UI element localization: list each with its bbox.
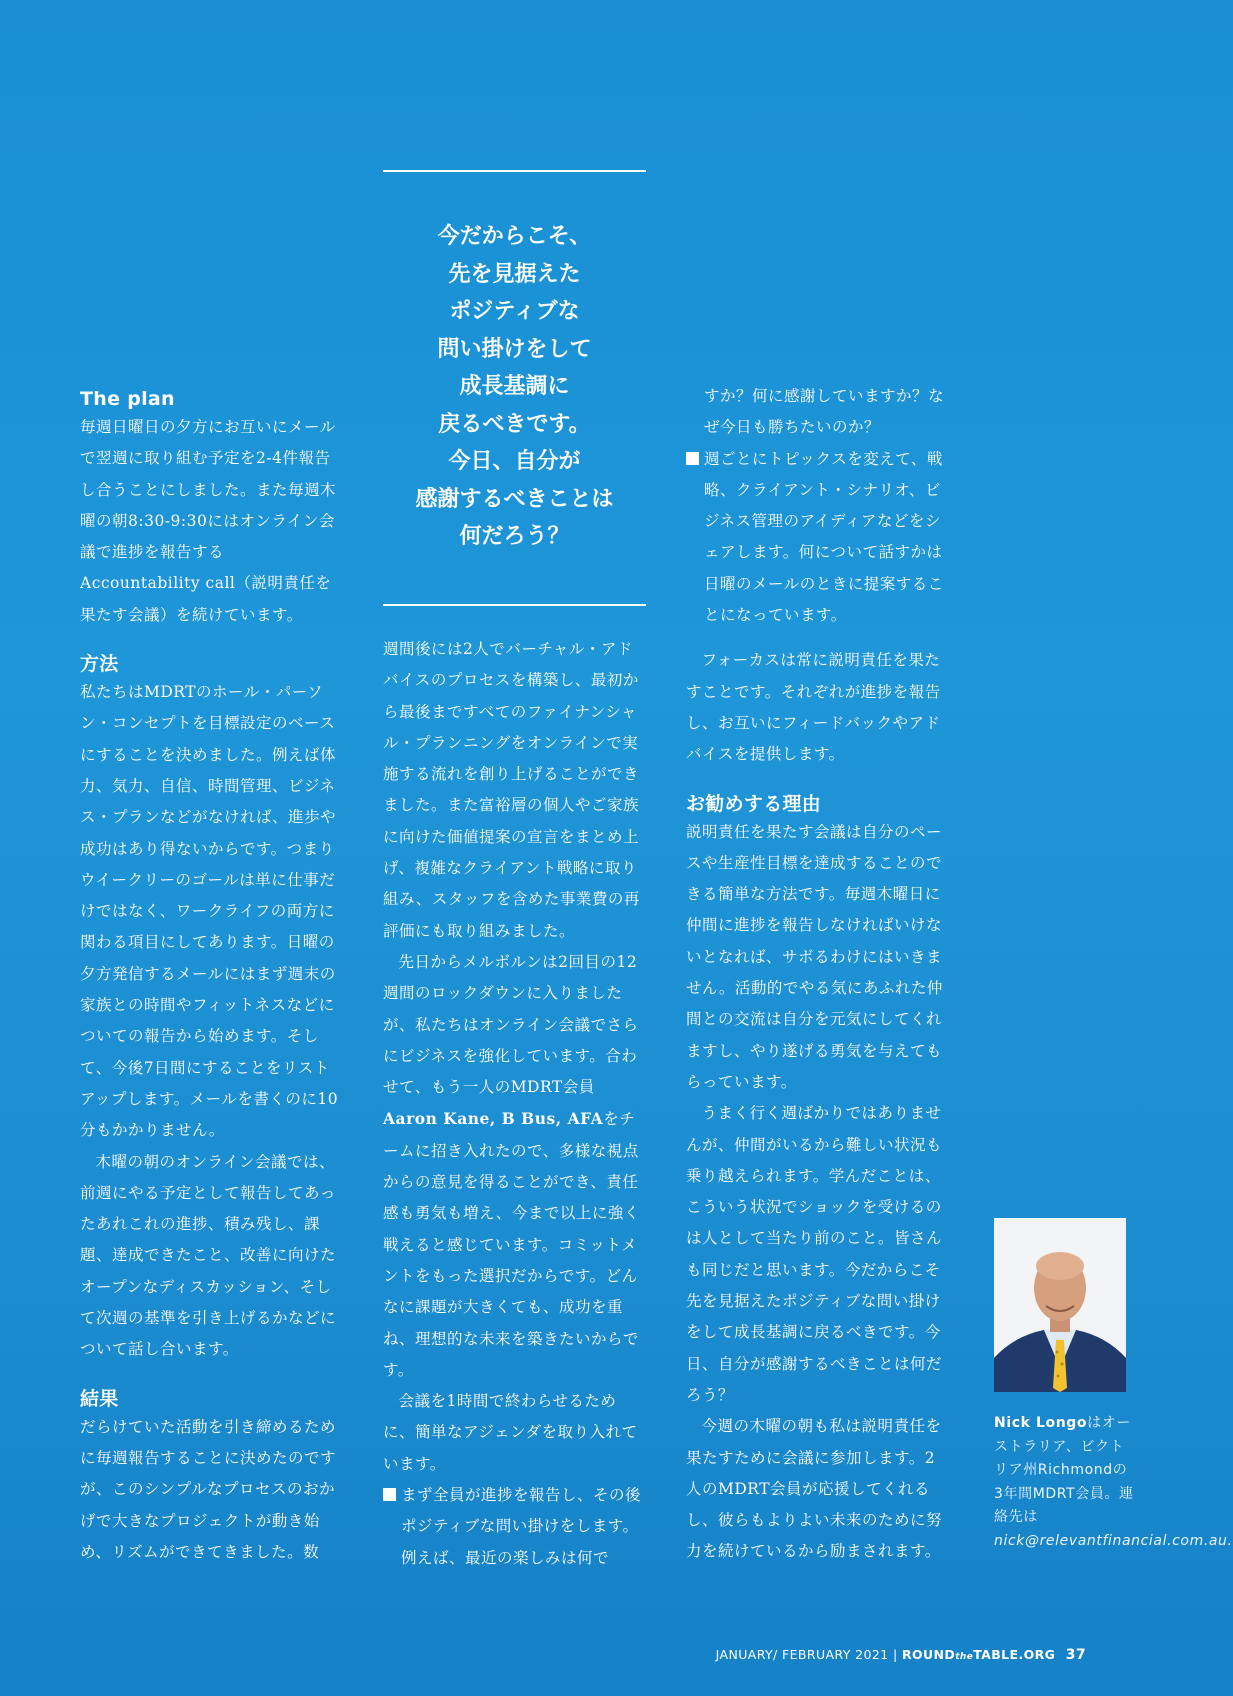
column-left [80, 386, 344, 1568]
quote-line: 今だからこそ、 [437, 224, 592, 249]
paragraph-method-1: 私たちはMDRTのホール・パーソン・コンセプトを目標設定のベースにすることを決めました。例えば体力、気力、自信、時間管理、ビジネス・プランなどがなければ、進歩や成功はあり得ないからです。つまりウイークリーのゴールは単に仕事だけではなく、ワークライフの両方に関わる項目にしてあります。日曜の夕方発信するメールにはまず週末の家族との時間やフィットネスなどについての報告から始めます。そして、今後7日間にすることをリストアップします。メールを書くのに10分もかかりません。 [80, 683, 339, 1140]
quote-line: 先を見据えた [448, 261, 581, 287]
paragraph-plan: 毎週日曜日の夕方にお互いにメールで翌週に取り組む予定を2-4件報告し合うことにしました。また毎週木曜の朝8:30-9:30にはオンライン会議で進捗を報告するAccountability call（説明責任を果たす会議）を続けています。 [80, 418, 337, 624]
bullet-item-1-text: まず全員が進捗を報告し、その後ポジティブな問い掛けをします。例えば、最近の楽しみは何で [401, 1486, 642, 1567]
bullet-item-1 [383, 1480, 647, 1574]
paragraph-reason-2: うまく行く週ばかりではありませんが、仲間がいるから難しい状況も乗り越えられます。学んだことは、こういう状況でショックを受けるのは人として当たり前のこと。皆さんも同じだと思います。今だからこそ先を見据えたポジティブな問い掛けをして成長基調に戻るべきです。今日、自分が感謝するべきことは何だろう？ [686, 1104, 943, 1404]
heading-reason: お勧めする理由 [686, 792, 822, 815]
paragraph-reason-1: 説明責任を果たす会議は自分のペースや生産性目標を達成することのできる簡単な方法です。毎週木曜日に仲間に進捗を報告しなければいけないとなれば、サボるわけにはいきません。活動的でやる気にあふれた仲間との交流は自分を元気にしてくれますし、やり遂げる勇気を与えてもらっています。 [686, 822, 943, 1091]
quote-bottom-rule [383, 604, 646, 606]
bullet-item-1-continued: すか？何に感謝していますか？なぜ今日も勝ちたいのか？ [704, 387, 945, 437]
magazine-brand [902, 1647, 1055, 1662]
paragraph-agenda: 会議を1時間で終わらせるために、簡単なアジェンダを取り入れています。 [383, 1392, 638, 1473]
paragraph-method-2: 木曜の朝のオンライン会議では、前週にやる予定として報告してあったあれこれの進捗、積み残し、課題、達成できたこと、改善に向けたオープンなディスカッション、そして次週の基準を引き上げるかなどについて話し合います。 [80, 1152, 337, 1359]
paragraph-lockdown-text-a: 先日からメルボルンは2回目の12週間のロックダウンに入りましたが、私たちはオンライン会議でさらにビジネスを強化しています。合わせて、もう一人のMDRT会員 [383, 952, 639, 1097]
brand-part-round: ROUND [901, 1647, 956, 1662]
author-description: はオーストラリア、ビクトリア州Richmondの3年間MDRT会員。連絡先は [994, 1415, 1134, 1525]
column-right [686, 381, 950, 1568]
heading-result: 結果 [80, 1387, 119, 1410]
brand-part-the: the [955, 1652, 974, 1662]
quote-line: 戻るべきです。 [438, 411, 591, 437]
heading-the-plan: The plan [80, 388, 175, 410]
quote-line: ポジティブな [449, 299, 580, 324]
page-number: 37 [1065, 1647, 1086, 1663]
bullet-item-2 [686, 444, 950, 632]
paragraph-virtual-advice: 週間後には2人でバーチャル・アドバイスのプロセスを構築し、最初から最後まですべてのファイナンシャル・プランニングをオンラインで実施する流れを創り上げることができました。また富裕層の個人やご家族に向けた価値提案の宣言をまとめ上げ、複雑なクライアント戦略に取り組み、スタッフを含めた事業費の再評価にも取り組みました。 [383, 640, 640, 940]
author-name: Nick Longo [994, 1415, 1088, 1431]
quote-line: 感謝するべきことは [415, 486, 614, 512]
pull-quote [383, 218, 646, 556]
bullet-square-icon [686, 452, 699, 465]
author-photo [994, 1218, 1126, 1392]
issue-date: JANUARY/ FEBRUARY 2021 [715, 1647, 889, 1662]
footer-separator: | [892, 1647, 898, 1662]
quote-line: 問い掛けをして [437, 336, 592, 362]
member-name: Aaron Kane, B Bus, AFA [383, 1109, 604, 1129]
paragraph-result: だらけていた活動を引き締めるために毎週報告することに決めたのですが、このシンプルなプロセスのおかげで大きなプロジェクトが動き始め、リズムができてきました。数 [80, 1417, 337, 1561]
paragraph-lockdown [383, 947, 647, 1386]
author-bio [994, 1412, 1233, 1553]
paragraph-lockdown-text-b: をチームに招き入れたので、多様な視点からの意見を得ることができ、責任感も勇気も増え、今まで以上に強く戦えると感じています。コミットメントをもった選択だからです。どんなに課題が大きくても、成功を重ね、理想的な未来を築きたいからです。 [383, 1110, 640, 1379]
quote-top-rule [383, 170, 646, 172]
quote-line: 今日、自分が [448, 449, 581, 474]
bullet-square-icon [383, 1488, 396, 1501]
column-middle [383, 634, 647, 1574]
paragraph-reason-3: 今週の木曜の朝も私は説明責任を果たすために会議に参加します。2人のMDRT会員が応援してくれるし、彼らもよりよい未来のために努力を続けているから励まされます。 [686, 1417, 943, 1561]
quote-line: 何だろう？ [459, 524, 570, 549]
paragraph-focus: フォーカスは常に説明責任を果たすことです。それぞれが進捗を報告し、お互いにフィードバックやアドバイスを提供します。 [686, 651, 941, 764]
page-footer [716, 1647, 1086, 1663]
quote-line: 成長基調に [459, 374, 570, 399]
bullet-item-2-text: 週ごとにトピックスを変えて、戦略、クライアント・シナリオ、ビジネス管理のアイディアなどをシェアします。何について話すかは日曜のメールのときに提案することになっています。 [704, 449, 944, 625]
brand-part-table: TABLE.ORG [973, 1647, 1056, 1662]
author-email-link[interactable]: nick@relevantfinancial.com.au. [994, 1532, 1233, 1549]
heading-method: 方法 [80, 653, 119, 676]
